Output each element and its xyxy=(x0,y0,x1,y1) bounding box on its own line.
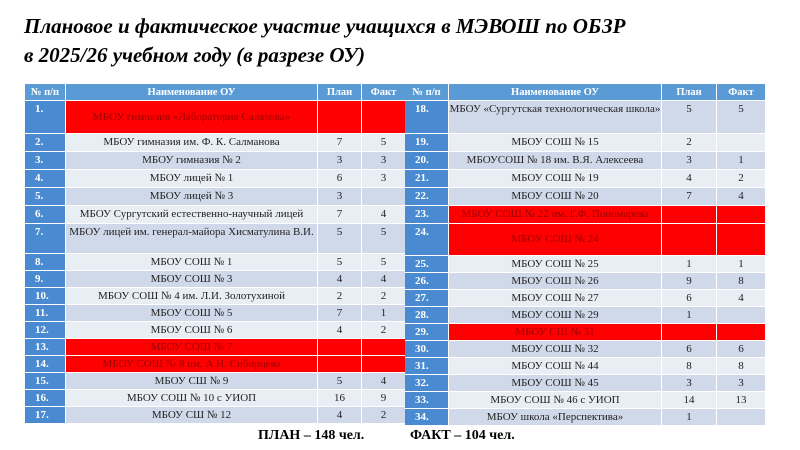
cell-name: МБОУ СОШ № 10 с УИОП xyxy=(66,390,317,406)
cell-num: 7. xyxy=(25,224,65,253)
cell-num: 34. xyxy=(405,409,448,425)
cell-fact: 1 xyxy=(717,256,765,272)
header-fact: Факт xyxy=(717,84,765,100)
cell-plan: 2 xyxy=(318,288,361,304)
cell-num: 3. xyxy=(25,152,65,169)
table-row xyxy=(25,224,405,253)
cell-plan xyxy=(318,356,361,372)
cell-plan xyxy=(662,224,716,255)
cell-name: МБОУ лицей № 1 xyxy=(66,170,317,187)
cell-fact: 5 xyxy=(362,224,405,253)
cell-fact: 4 xyxy=(362,373,405,389)
cell-num: 21. xyxy=(405,170,448,187)
cell-name: МБОУ СОШ № 3 xyxy=(66,271,317,287)
table-row xyxy=(405,188,765,205)
cell-fact: 2 xyxy=(362,407,405,423)
cell-num: 18. xyxy=(405,101,448,133)
table-row xyxy=(405,358,765,374)
cell-plan: 3 xyxy=(662,375,716,391)
cell-name: МБОУ СОШ № 24 xyxy=(449,224,661,255)
cell-plan: 14 xyxy=(662,392,716,408)
cell-plan: 7 xyxy=(318,305,361,321)
cell-fact: 4 xyxy=(717,188,765,205)
table-row xyxy=(25,390,405,406)
table-row xyxy=(405,101,765,133)
table-row xyxy=(25,339,405,355)
cell-plan: 1 xyxy=(662,307,716,323)
table-row xyxy=(405,409,765,425)
table-row xyxy=(25,188,405,205)
cell-plan: 5 xyxy=(318,254,361,270)
table-row xyxy=(25,101,405,133)
cell-name: МБОУ «Сургутская технологическая школа» xyxy=(449,101,661,133)
cell-num: 15. xyxy=(25,373,65,389)
cell-name: МБОУ СОШ № 8 им. А.Н. Сибирцева xyxy=(66,356,317,372)
table-row xyxy=(25,373,405,389)
cell-name: МБОУ школа «Перспектива» xyxy=(449,409,661,425)
cell-num: 33. xyxy=(405,392,448,408)
cell-num: 6. xyxy=(25,206,65,223)
cell-name: МБОУ гимназия № 2 xyxy=(66,152,317,169)
participation-table-right xyxy=(404,83,766,426)
table-row xyxy=(405,375,765,391)
cell-plan: 16 xyxy=(318,390,361,406)
cell-plan: 4 xyxy=(318,407,361,423)
table-row xyxy=(405,290,765,306)
cell-fact: 2 xyxy=(362,322,405,338)
cell-fact: 6 xyxy=(717,341,765,357)
cell-plan: 7 xyxy=(662,188,716,205)
table-row xyxy=(25,407,405,423)
participation-table-left xyxy=(24,83,406,424)
table-row xyxy=(405,307,765,323)
header-plan: План xyxy=(318,84,361,100)
cell-plan xyxy=(662,324,716,340)
cell-name: МБОУ СОШ № 20 xyxy=(449,188,661,205)
cell-fact xyxy=(717,409,765,425)
table-row xyxy=(25,134,405,151)
cell-num: 17. xyxy=(25,407,65,423)
table-row xyxy=(25,322,405,338)
cell-name: МБОУ СОШ № 22 им. Г.Ф. Пономарева xyxy=(449,206,661,223)
cell-plan: 4 xyxy=(318,322,361,338)
cell-num: 28. xyxy=(405,307,448,323)
header-name: Наименование ОУ xyxy=(66,84,317,100)
cell-fact xyxy=(717,224,765,255)
cell-fact: 8 xyxy=(717,273,765,289)
cell-name: МБОУ СОШ № 7 xyxy=(66,339,317,355)
cell-num: 16. xyxy=(25,390,65,406)
cell-name: МБОУ СОШ № 27 xyxy=(449,290,661,306)
cell-plan: 6 xyxy=(318,170,361,187)
cell-plan xyxy=(318,339,361,355)
cell-plan: 4 xyxy=(662,170,716,187)
cell-name: МБОУ СОШ № 4 им. Л.И. Золотухиной xyxy=(66,288,317,304)
table-row xyxy=(405,224,765,255)
cell-fact xyxy=(717,324,765,340)
cell-name: МБОУ СОШ № 19 xyxy=(449,170,661,187)
page-title xyxy=(24,12,626,70)
header-num: № п/п xyxy=(25,84,65,100)
cell-num: 32. xyxy=(405,375,448,391)
cell-plan: 1 xyxy=(662,409,716,425)
cell-num: 30. xyxy=(405,341,448,357)
cell-name: МБОУ Сургутский естественно-научный лицей xyxy=(66,206,317,223)
cell-num: 31. xyxy=(405,358,448,374)
cell-fact: 3 xyxy=(362,170,405,187)
cell-num: 14. xyxy=(25,356,65,372)
table-row xyxy=(405,273,765,289)
cell-fact xyxy=(717,134,765,151)
cell-name: МБОУ СШ № 9 xyxy=(66,373,317,389)
title-line-1: Плановое и фактическое участие учащихся в МЭВОШ по ОБЗР xyxy=(24,14,626,38)
table-row xyxy=(25,288,405,304)
cell-plan: 3 xyxy=(662,152,716,169)
cell-num: 19. xyxy=(405,134,448,151)
cell-name: МБОУ СШ № 31 xyxy=(449,324,661,340)
table-row xyxy=(405,170,765,187)
cell-plan: 5 xyxy=(318,373,361,389)
cell-num: 23. xyxy=(405,206,448,223)
cell-plan: 3 xyxy=(318,152,361,169)
cell-name: МБОУ СОШ № 6 xyxy=(66,322,317,338)
cell-num: 27. xyxy=(405,290,448,306)
cell-plan: 7 xyxy=(318,206,361,223)
cell-num: 20. xyxy=(405,152,448,169)
cell-num: 25. xyxy=(405,256,448,272)
cell-num: 22. xyxy=(405,188,448,205)
cell-num: 29. xyxy=(405,324,448,340)
cell-num: 1. xyxy=(25,101,65,133)
cell-name: МБОУ СОШ № 29 xyxy=(449,307,661,323)
cell-num: 26. xyxy=(405,273,448,289)
header-name: Наименование ОУ xyxy=(449,84,661,100)
table-row xyxy=(25,356,405,372)
cell-plan: 6 xyxy=(662,341,716,357)
cell-name: МБОУСОШ № 18 им. В.Я. Алексеева xyxy=(449,152,661,169)
header-num: № п/п xyxy=(405,84,448,100)
cell-num: 8. xyxy=(25,254,65,270)
cell-fact: 1 xyxy=(362,305,405,321)
cell-fact: 2 xyxy=(717,170,765,187)
cell-plan: 5 xyxy=(662,101,716,133)
cell-plan: 8 xyxy=(662,358,716,374)
cell-fact: 2 xyxy=(362,288,405,304)
cell-name: МБОУ СОШ № 44 xyxy=(449,358,661,374)
table-row xyxy=(25,170,405,187)
cell-num: 10. xyxy=(25,288,65,304)
table-row xyxy=(25,254,405,270)
cell-fact: 1 xyxy=(717,152,765,169)
cell-plan: 2 xyxy=(662,134,716,151)
table-row xyxy=(405,341,765,357)
cell-num: 12. xyxy=(25,322,65,338)
header-fact: Факт xyxy=(362,84,405,100)
cell-num: 4. xyxy=(25,170,65,187)
cell-fact: 5 xyxy=(362,134,405,151)
cell-fact: 4 xyxy=(362,206,405,223)
table-row xyxy=(405,392,765,408)
table-row xyxy=(405,134,765,151)
cell-name: МБОУ СОШ № 45 xyxy=(449,375,661,391)
cell-fact xyxy=(717,307,765,323)
table-row xyxy=(405,256,765,272)
cell-plan: 3 xyxy=(318,188,361,205)
table-row xyxy=(25,305,405,321)
cell-num: 9. xyxy=(25,271,65,287)
cell-name: МБОУ СОШ № 46 с УИОП xyxy=(449,392,661,408)
cell-plan: 7 xyxy=(318,134,361,151)
cell-num: 13. xyxy=(25,339,65,355)
table-row xyxy=(25,271,405,287)
table-row xyxy=(25,206,405,223)
cell-fact xyxy=(362,101,405,133)
header-plan: План xyxy=(662,84,716,100)
cell-name: МБОУ СШ № 12 xyxy=(66,407,317,423)
cell-name: МБОУ СОШ № 5 xyxy=(66,305,317,321)
cell-plan: 6 xyxy=(662,290,716,306)
cell-fact: 13 xyxy=(717,392,765,408)
cell-fact: 3 xyxy=(362,152,405,169)
cell-fact xyxy=(362,188,405,205)
cell-fact: 5 xyxy=(362,254,405,270)
cell-plan xyxy=(662,206,716,223)
cell-name: МБОУ гимназия «Лаборатория Салахова» xyxy=(66,101,317,133)
cell-name: МБОУ СОШ № 1 xyxy=(66,254,317,270)
cell-fact: 5 xyxy=(717,101,765,133)
table-row xyxy=(405,206,765,223)
cell-plan: 1 xyxy=(662,256,716,272)
cell-fact: 8 xyxy=(717,358,765,374)
cell-fact xyxy=(362,356,405,372)
table-row xyxy=(405,152,765,169)
cell-fact: 4 xyxy=(717,290,765,306)
plan-total: ПЛАН – 148 чел. xyxy=(258,428,365,443)
cell-num: 5. xyxy=(25,188,65,205)
cell-name: МБОУ лицей № 3 xyxy=(66,188,317,205)
cell-name: МБОУ СОШ № 15 xyxy=(449,134,661,151)
cell-name: МБОУ СОШ № 25 xyxy=(449,256,661,272)
table-row xyxy=(25,152,405,169)
cell-name: МБОУ СОШ № 32 xyxy=(449,341,661,357)
cell-fact xyxy=(717,206,765,223)
cell-name: МБОУ СОШ № 26 xyxy=(449,273,661,289)
cell-name: МБОУ гимназия им. Ф. К. Салманова xyxy=(66,134,317,151)
cell-num: 11. xyxy=(25,305,65,321)
cell-fact xyxy=(362,339,405,355)
cell-plan xyxy=(318,101,361,133)
cell-plan: 9 xyxy=(662,273,716,289)
cell-name: МБОУ лицей им. генерал-майора Хисматулина В.И. xyxy=(66,224,317,253)
title-line-2: в 2025/26 учебном году (в разрезе ОУ) xyxy=(24,43,365,67)
cell-plan: 4 xyxy=(318,271,361,287)
cell-fact: 9 xyxy=(362,390,405,406)
table-row xyxy=(405,324,765,340)
fact-total: ФАКТ – 104 чел. xyxy=(410,428,515,443)
cell-fact: 3 xyxy=(717,375,765,391)
cell-plan: 5 xyxy=(318,224,361,253)
cell-num: 24. xyxy=(405,224,448,255)
cell-fact: 4 xyxy=(362,271,405,287)
cell-num: 2. xyxy=(25,134,65,151)
